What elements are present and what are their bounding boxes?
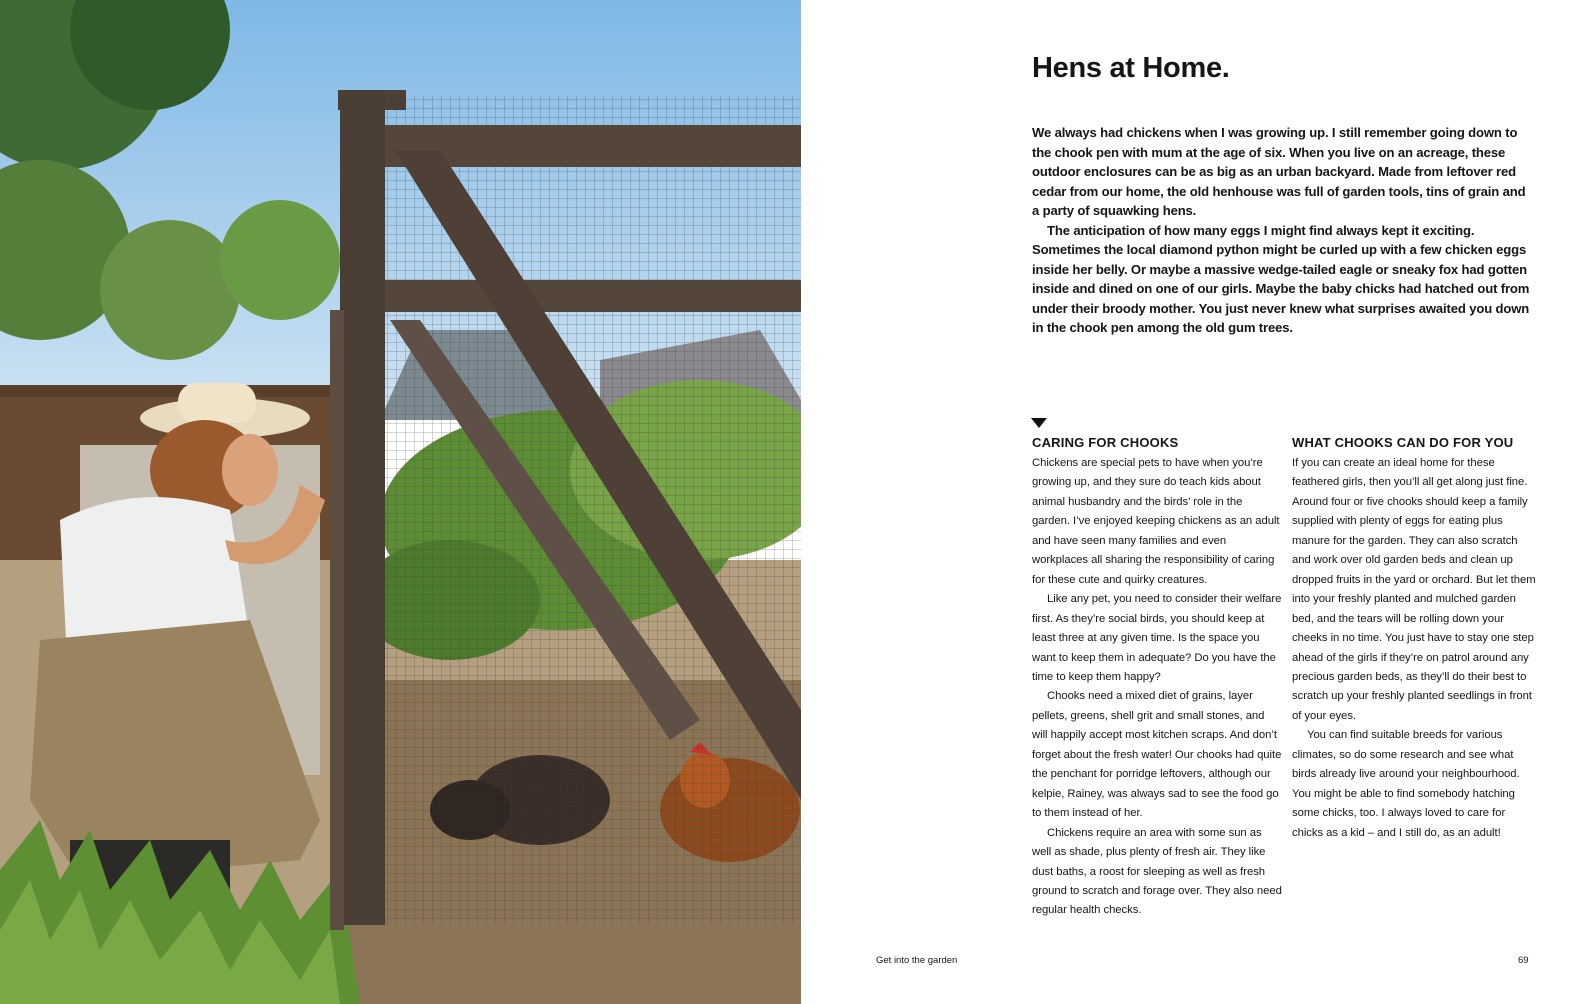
body-paragraph: You can find suitable breeds for various climates, so do some research and see what birds already live around your neighbourhood. You might be able to find somebody hatching some chicks, too. I always loved to care for chicks as a kid – and I still do, as an adult! <box>1292 729 1520 839</box>
body-paragraph: Like any pet, you need to consider their welfare first. As they’re social birds, you should keep at least three at any given time. Is the space you want to keep them in adequate? Do you have the time to keep them happy? <box>1032 593 1282 683</box>
intro-text <box>1032 123 1536 338</box>
body-paragraph: If you can create an ideal home for these feathered girls, then you’ll all get along just fine. Around four or five chooks should keep a family supplied with plenty of eggs for eating plus manure for the garden. They can also scratch and work over old garden beds and clean up dropped fruits in the yard or orchard. But let them into your freshly planted and mulched garden bed, and the tears will be rolling down your cheeks in no time. You just have to stay one step ahead of the girls if they’re on patrol around any precious garden beds, as they’ll do their best to scratch up your freshly planted seedlings in front of your eyes. <box>1292 457 1536 722</box>
section-heading: CARING FOR CHOOKS <box>1032 435 1179 450</box>
intro-paragraph: We always had chickens when I was growing up. I still remember going down to the chook pen with mum at the age of six. When you live on an acreage, these outdoor enclosures can be as big as an urban backyard. Made from leftover red cedar from our home, the old henhouse was full of garden tools, tins of grain and a party of squawking hens. <box>1032 125 1526 218</box>
page-title: Hens at Home. <box>1032 52 1230 84</box>
body-paragraph: Chickens require an area with some sun as well as shade, plus plenty of fresh air. They like dust baths, a roost for sleeping as well as fresh ground to scratch and forage over. They also need regular health checks. <box>1032 826 1282 917</box>
what-chooks-can-do-column <box>1292 435 1538 843</box>
page-number: 69 <box>1518 955 1529 966</box>
intro-paragraph: The anticipation of how many eggs I might find always kept it exciting. Sometimes the local diamond python might be curled up with a few chicken eggs inside her belly. Or maybe a massive wedge-tailed eagle or sneaky fox had gotten inside and dined on one of our girls. Maybe the baby chicks had hatched out from under their broody mother. You just never knew what surprises awaited you down in the chook pen among the old gum trees. <box>1032 222 1530 335</box>
footer-section-title: Get into the garden <box>876 955 958 966</box>
body-paragraph: Chickens are special pets to have when you’re growing up, and they sure do teach kids about animal husbandry and the birds’ role in the garden. I’ve enjoyed keeping chickens as an adult and have seen many families and even workplaces all sharing the responsibility of caring for these cute and quirky creatures. <box>1032 457 1280 586</box>
caring-for-chooks-column <box>1032 435 1282 921</box>
triangle-marker-icon <box>1031 418 1047 428</box>
section-heading: WHAT CHOOKS CAN DO FOR YOU <box>1292 435 1514 450</box>
body-paragraph: Chooks need a mixed diet of grains, layer pellets, greens, shell grit and small stones, and will happily accept most kitchen scraps. And don’t forget about the fresh water! Our chooks had quite the penchant for porridge leftovers, although our kelpie, Rainey, was always sad to see the food go to them instead of her. <box>1032 690 1282 820</box>
